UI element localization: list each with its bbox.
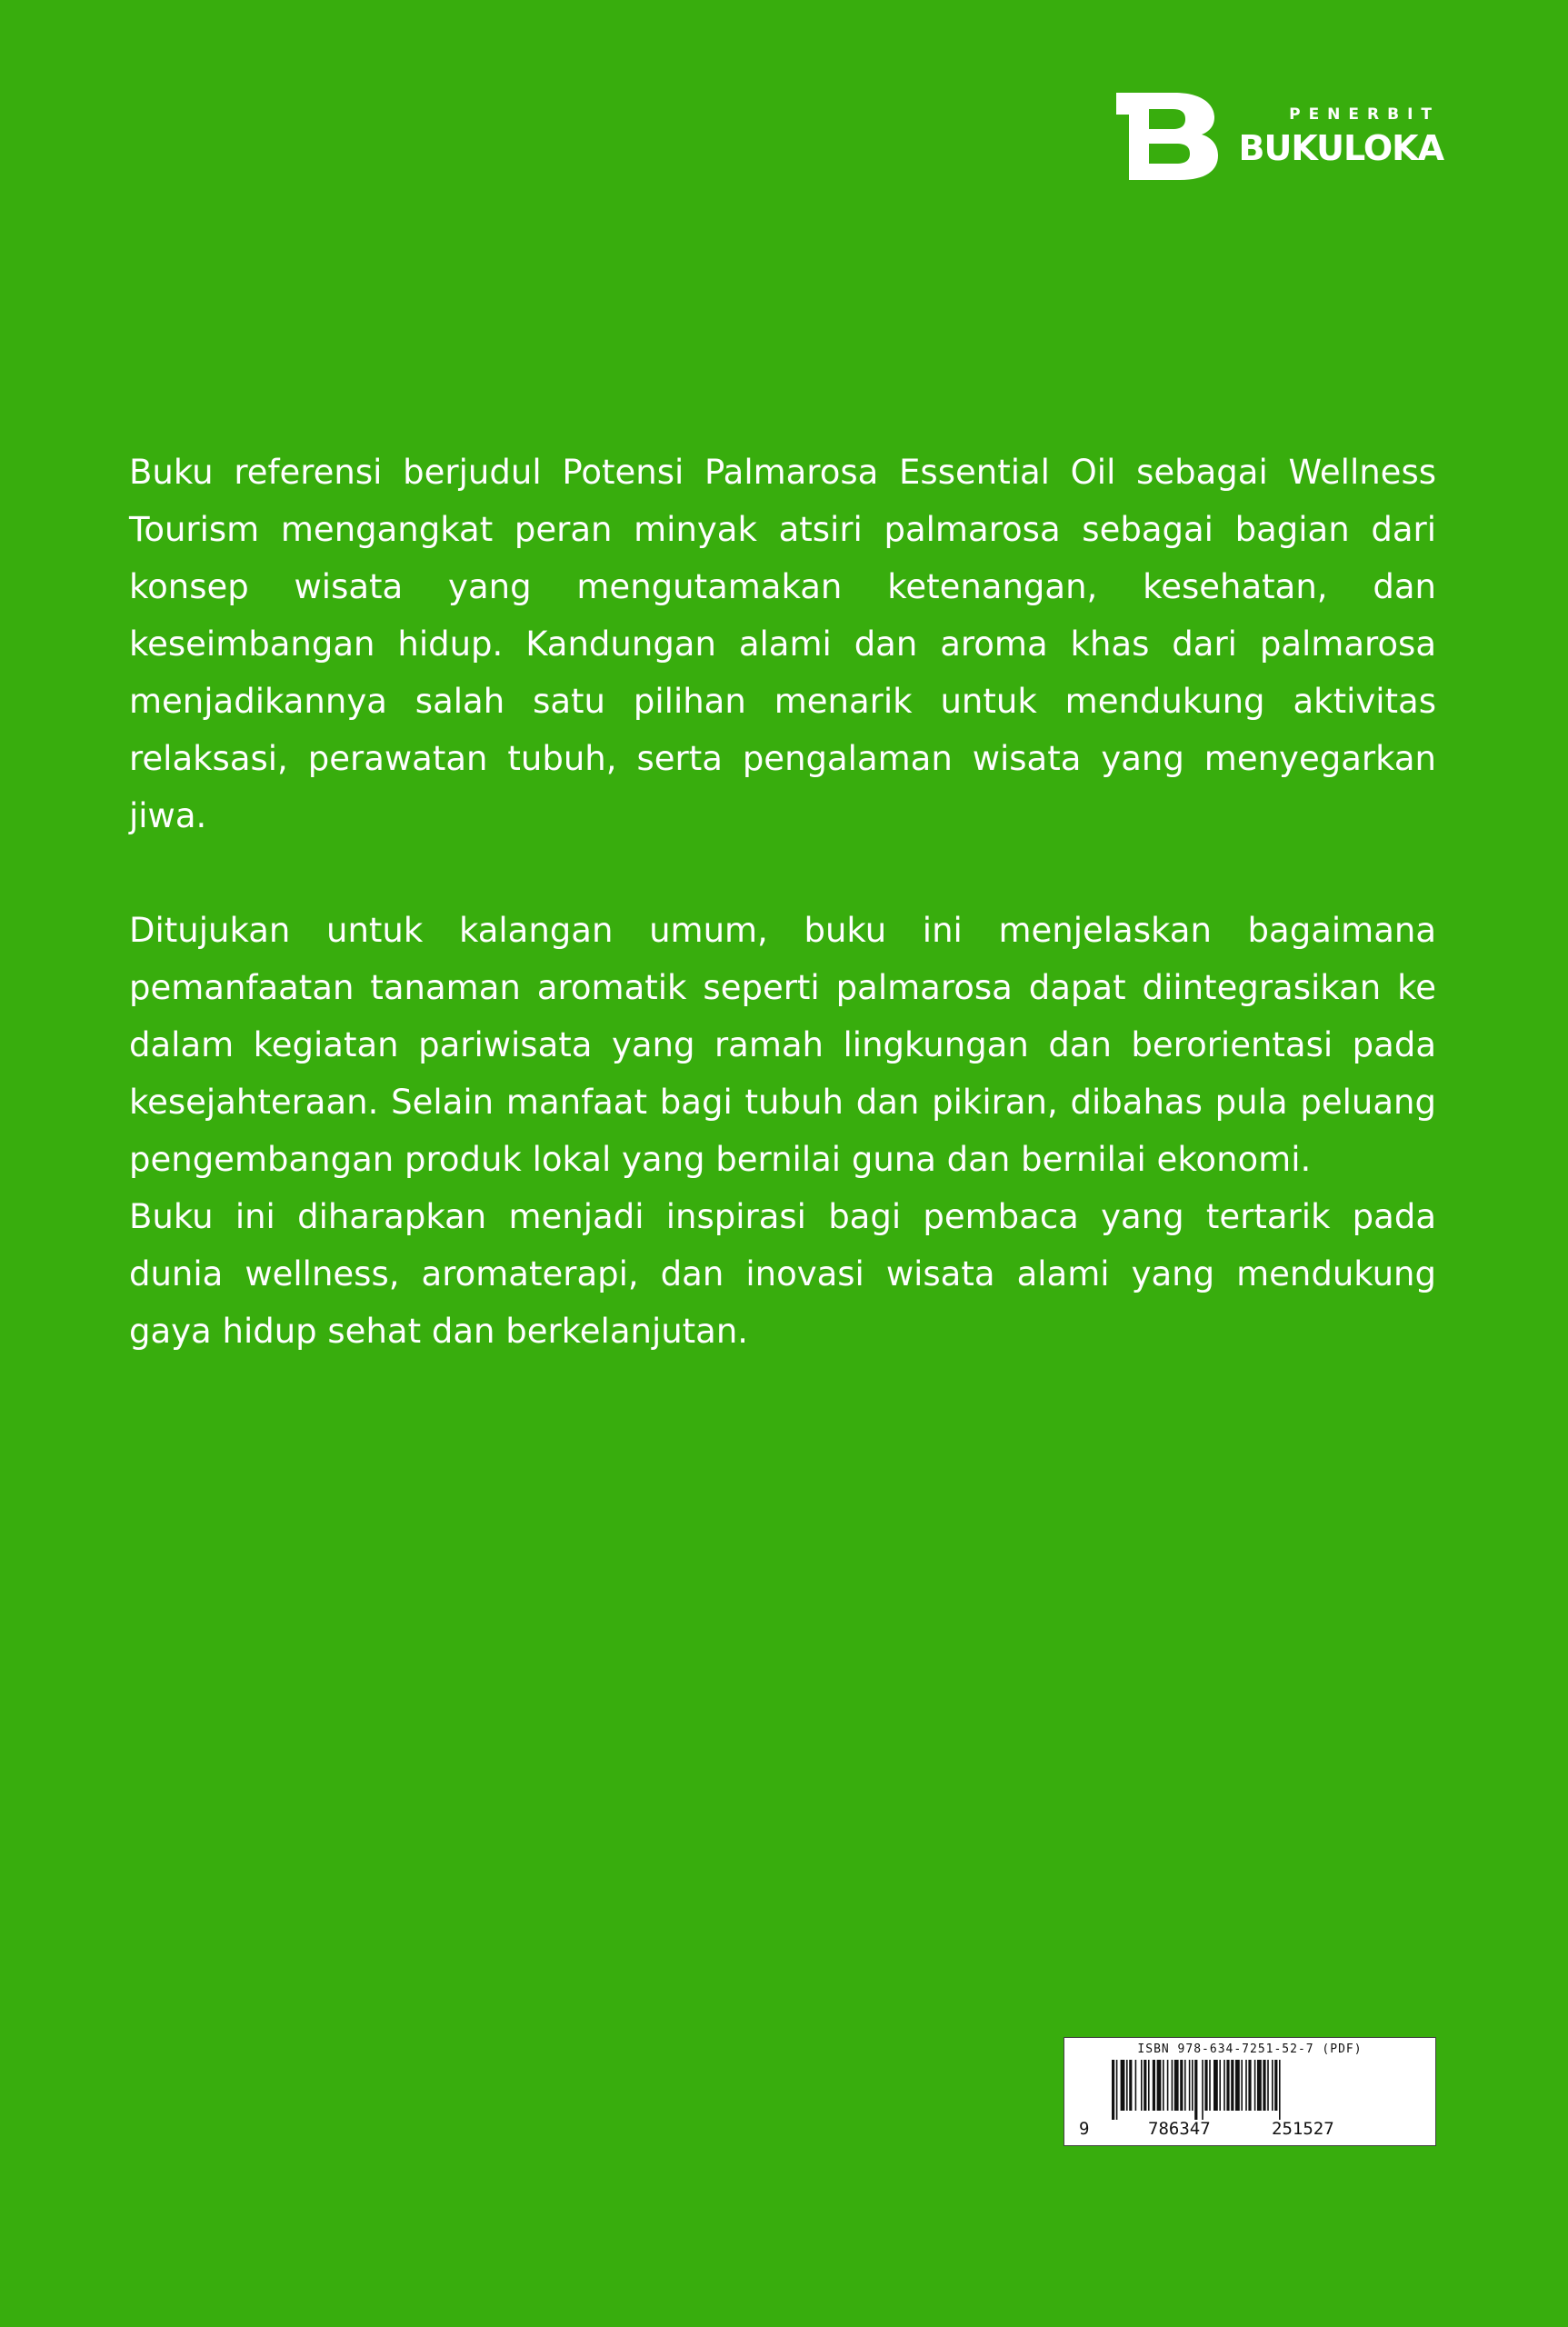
barcode-bar xyxy=(1279,2060,1281,2120)
barcode-bar xyxy=(1213,2060,1218,2111)
letter-b-logo-icon xyxy=(1116,93,1218,180)
barcode-bar xyxy=(1267,2060,1269,2111)
barcode-bars xyxy=(1112,2060,1348,2122)
barcode-bar xyxy=(1172,2060,1174,2111)
barcode-bar xyxy=(1157,2060,1162,2111)
barcode-right-digits: 251527 xyxy=(1272,2119,1334,2139)
barcode-bar xyxy=(1204,2060,1207,2111)
blurb-paragraph: Buku ini diharapkan menjadi inspirasi bagi pembaca yang tertarik pada dunia wellness, aromaterapi, dan inovasi wisata alami yang mendukung gaya hidup sehat dan berkelanjutan. xyxy=(129,1197,1436,1351)
barcode-bar xyxy=(1167,2060,1169,2111)
barcode-bar xyxy=(1153,2060,1155,2111)
barcode-bar xyxy=(1263,2060,1265,2111)
barcode-bar xyxy=(1148,2060,1150,2111)
barcode-bar xyxy=(1174,2060,1179,2111)
barcode-lead-digit: 9 xyxy=(1079,2119,1090,2139)
barcode-bar xyxy=(1226,2060,1229,2111)
publisher-logo xyxy=(1116,93,1443,180)
isbn-number: ISBN 978-634-7251-52-7 (PDF) xyxy=(1137,2042,1363,2056)
barcode-bar xyxy=(1223,2060,1225,2111)
barcode-bar xyxy=(1163,2060,1164,2111)
barcode-bar xyxy=(1209,2060,1211,2111)
barcode-bar xyxy=(1121,2060,1125,2111)
barcode-bar xyxy=(1202,2060,1203,2120)
barcode-bar xyxy=(1257,2060,1262,2111)
barcode-bar xyxy=(1245,2060,1247,2111)
barcode-bar xyxy=(1235,2060,1240,2111)
barcode-bar xyxy=(1135,2060,1137,2111)
barcode-bar xyxy=(1219,2060,1221,2111)
publisher-label: PENERBIT xyxy=(1289,105,1440,124)
barcode-bar xyxy=(1231,2060,1233,2111)
isbn-barcode xyxy=(1064,2037,1436,2146)
barcode-bar xyxy=(1248,2060,1251,2111)
barcode-left-digits: 786347 xyxy=(1148,2119,1211,2139)
barcode-bar xyxy=(1116,2060,1118,2120)
barcode-bar xyxy=(1184,2060,1186,2111)
barcode-bar xyxy=(1272,2060,1273,2111)
barcode-bar xyxy=(1194,2060,1197,2120)
barcode-bar xyxy=(1144,2060,1146,2111)
blurb-paragraph: Buku referensi berjudul Potensi Palmarosa Essential Oil sebagai Wellness Tourism mengangkat peran minyak atsiri palmarosa sebagai bagian dari konsep wisata yang mengutamakan ketenangan, kesehatan, dan keseimbangan hidup. Kandungan alami dan aroma khas dari palmarosa menjadikannya salah satu pilihan menarik untuk mendukung aktivitas relaksasi, perawatan tubuh, serta pengalaman wisata yang menyegarkan jiwa. xyxy=(129,453,1436,835)
barcode-bar xyxy=(1274,2060,1277,2111)
barcode-bar xyxy=(1141,2060,1143,2111)
publisher-name: BUKULOKA xyxy=(1238,128,1443,168)
barcode-bar xyxy=(1129,2060,1132,2111)
blurb-paragraph: Ditujukan untuk kalangan umum, buku ini menjelaskan bagaimana pemanfaatan tanaman aromatik seperti palmarosa dapat diintegrasikan ke dalam kegiatan pariwisata yang ramah lingkungan dan berorientasi pada kesejahteraan. Selain manfaat bagi tubuh dan pikiran, dibahas pula peluang pengembangan produk lokal yang bernilai guna dan bernilai ekonomi. xyxy=(129,911,1436,1179)
barcode-bar xyxy=(1192,2060,1193,2111)
barcode-bar xyxy=(1254,2060,1256,2111)
barcode-bar xyxy=(1180,2060,1183,2111)
barcode-bar xyxy=(1241,2060,1243,2111)
barcode-bar xyxy=(1189,2060,1191,2111)
back-cover-blurb xyxy=(129,444,1436,1360)
barcode-bar xyxy=(1112,2060,1114,2120)
barcode-bar xyxy=(1126,2060,1128,2111)
